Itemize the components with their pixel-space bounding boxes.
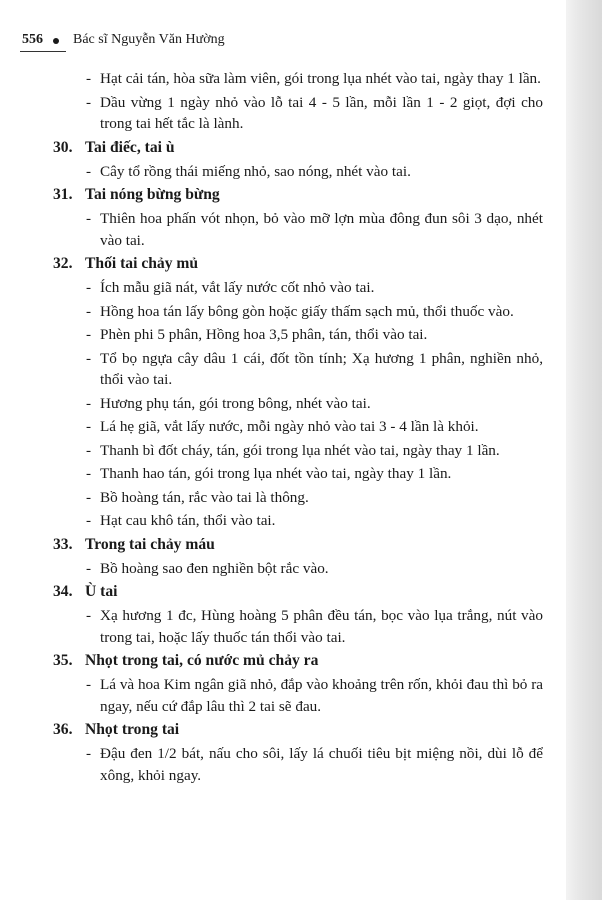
section-title: Tai nóng bừng bừng <box>85 186 220 203</box>
author-name: Bác sĩ Nguyễn Văn Hường <box>73 32 225 47</box>
section-number: 30. <box>53 138 73 156</box>
header-rule <box>20 51 66 52</box>
remedy-item <box>53 393 543 415</box>
dash-marker: - <box>86 302 92 320</box>
dash-marker: - <box>86 279 92 296</box>
remedy-text: Lá hẹ giã, vắt lấy nước, mỗi ngày nhỏ vào tai 3 - 4 lần là khỏi. <box>100 418 479 435</box>
dash-marker: - <box>86 607 92 624</box>
section-heading <box>53 253 543 275</box>
section-heading <box>53 719 543 741</box>
remedy-text: Hương phụ tán, gói trong bông, nhét vào tai. <box>100 394 371 412</box>
section-title: Nhọt trong tai <box>85 721 180 738</box>
remedy-item <box>53 487 543 509</box>
dash-marker: - <box>86 745 92 762</box>
remedy-item <box>53 605 543 648</box>
section-heading <box>53 184 543 206</box>
dash-marker: - <box>86 162 92 180</box>
section-heading <box>53 581 543 603</box>
remedy-text: Bồ hoàng tán, rắc vào tai là thông. <box>100 488 309 506</box>
dash-marker: - <box>86 349 92 367</box>
dash-marker: - <box>86 418 92 435</box>
remedy-item <box>53 208 543 251</box>
remedy-item <box>53 68 543 90</box>
remedy-text: Bồ hoàng sao đen nghiền bột rắc vào. <box>100 559 329 577</box>
dash-marker: - <box>86 93 92 111</box>
section-title: Trong tai chảy máu <box>85 535 215 553</box>
remedy-item <box>53 440 543 462</box>
section-number: 36. <box>53 721 73 738</box>
dash-marker: - <box>86 70 92 87</box>
dash-marker: - <box>86 465 92 482</box>
remedy-text: Thanh hao tán, gói trong lụa nhét vào tai, ngày thay 1 lần. <box>100 465 452 482</box>
remedy-text: Hạt cau khô tán, thổi vào tai. <box>100 512 276 529</box>
header-dot-icon <box>53 38 59 44</box>
section-title: Ù tai <box>85 583 118 600</box>
section-number: 32. <box>53 255 73 272</box>
page-number: 556 <box>22 32 43 47</box>
remedy-text: Dầu vừng 1 ngày nhỏ vào lỗ tai 4 - 5 lần, mỗi lần 1 - 2 giọt, đợi cho trong tai hết tắc là lành. <box>100 93 543 132</box>
section-heading <box>53 650 543 672</box>
section-number: 35. <box>53 652 73 669</box>
remedy-item <box>53 161 543 183</box>
remedy-text: Hồng hoa tán lấy bông gòn hoặc giấy thấm sạch mủ, thổi thuốc vào. <box>100 302 514 320</box>
remedy-item <box>53 743 543 786</box>
dash-marker: - <box>86 559 92 577</box>
section-number: 34. <box>53 583 73 600</box>
section-heading <box>53 137 543 159</box>
remedy-text: Lá và hoa Kim ngân giã nhỏ, đắp vào khoảng trên rốn, khỏi đau thì bỏ ra ngay, nếu cứ đắp lâu thì 2 tai sẽ đau. <box>100 676 543 715</box>
remedy-item <box>53 510 543 532</box>
section-number: 31. <box>53 186 73 203</box>
remedy-item <box>53 416 543 438</box>
remedy-item <box>53 277 543 299</box>
remedy-item <box>53 558 543 580</box>
dash-marker: - <box>86 394 92 412</box>
dash-marker: - <box>86 488 92 506</box>
remedy-item <box>53 674 543 717</box>
dash-marker: - <box>86 326 92 343</box>
page-gutter <box>566 0 602 900</box>
remedy-text: Ích mẫu giã nát, vắt lấy nước cốt nhỏ vào tai. <box>100 279 375 296</box>
remedy-text: Xạ hương 1 đc, Hùng hoàng 5 phân đều tán, bọc vào lụa trắng, nút vào trong tai, hoặc lấy thuốc tán thổi vào tai. <box>100 607 543 646</box>
page-header <box>22 30 225 50</box>
remedy-item <box>53 324 543 346</box>
section-title: Thối tai chảy mủ <box>85 255 199 272</box>
section-number: 33. <box>53 535 73 553</box>
dash-marker: - <box>86 210 92 227</box>
page-content <box>53 68 543 788</box>
dash-marker: - <box>86 441 92 459</box>
remedy-text: Cây tổ rồng thái miếng nhỏ, sao nóng, nhét vào tai. <box>100 162 411 180</box>
dash-marker: - <box>86 512 92 529</box>
remedy-item <box>53 301 543 323</box>
remedy-text: Phèn phi 5 phân, Hồng hoa 3,5 phân, tán, thổi vào tai. <box>100 326 428 343</box>
section-title: Tai điếc, tai ù <box>85 138 175 156</box>
remedy-text: Thiên hoa phấn vót nhọn, bỏ vào mỡ lợn mùa đông đun sôi 3 dạo, nhét vào tai. <box>100 210 543 249</box>
remedy-item <box>53 348 543 391</box>
remedy-item <box>53 92 543 135</box>
remedy-item <box>53 463 543 485</box>
remedy-text: Tổ bọ ngựa cây dâu 1 cái, đốt tồn tính; Xạ hương 1 phân, nghiền nhỏ, thổi vào tai. <box>100 349 543 388</box>
remedy-text: Hạt cải tán, hòa sữa làm viên, gói trong lụa nhét vào tai, ngày thay 1 lần. <box>100 70 541 87</box>
remedy-text: Thanh bì đốt cháy, tán, gói trong lụa nhét vào tai, ngày thay 1 lần. <box>100 441 500 459</box>
remedy-text: Đậu đen 1/2 bát, nấu cho sôi, lấy lá chuối tiêu bịt miệng nồi, dùi lỗ để xông, khỏi ngay. <box>100 745 543 784</box>
section-title: Nhọt trong tai, có nước mủ chảy ra <box>85 652 319 669</box>
section-heading <box>53 534 543 556</box>
dash-marker: - <box>86 676 92 693</box>
